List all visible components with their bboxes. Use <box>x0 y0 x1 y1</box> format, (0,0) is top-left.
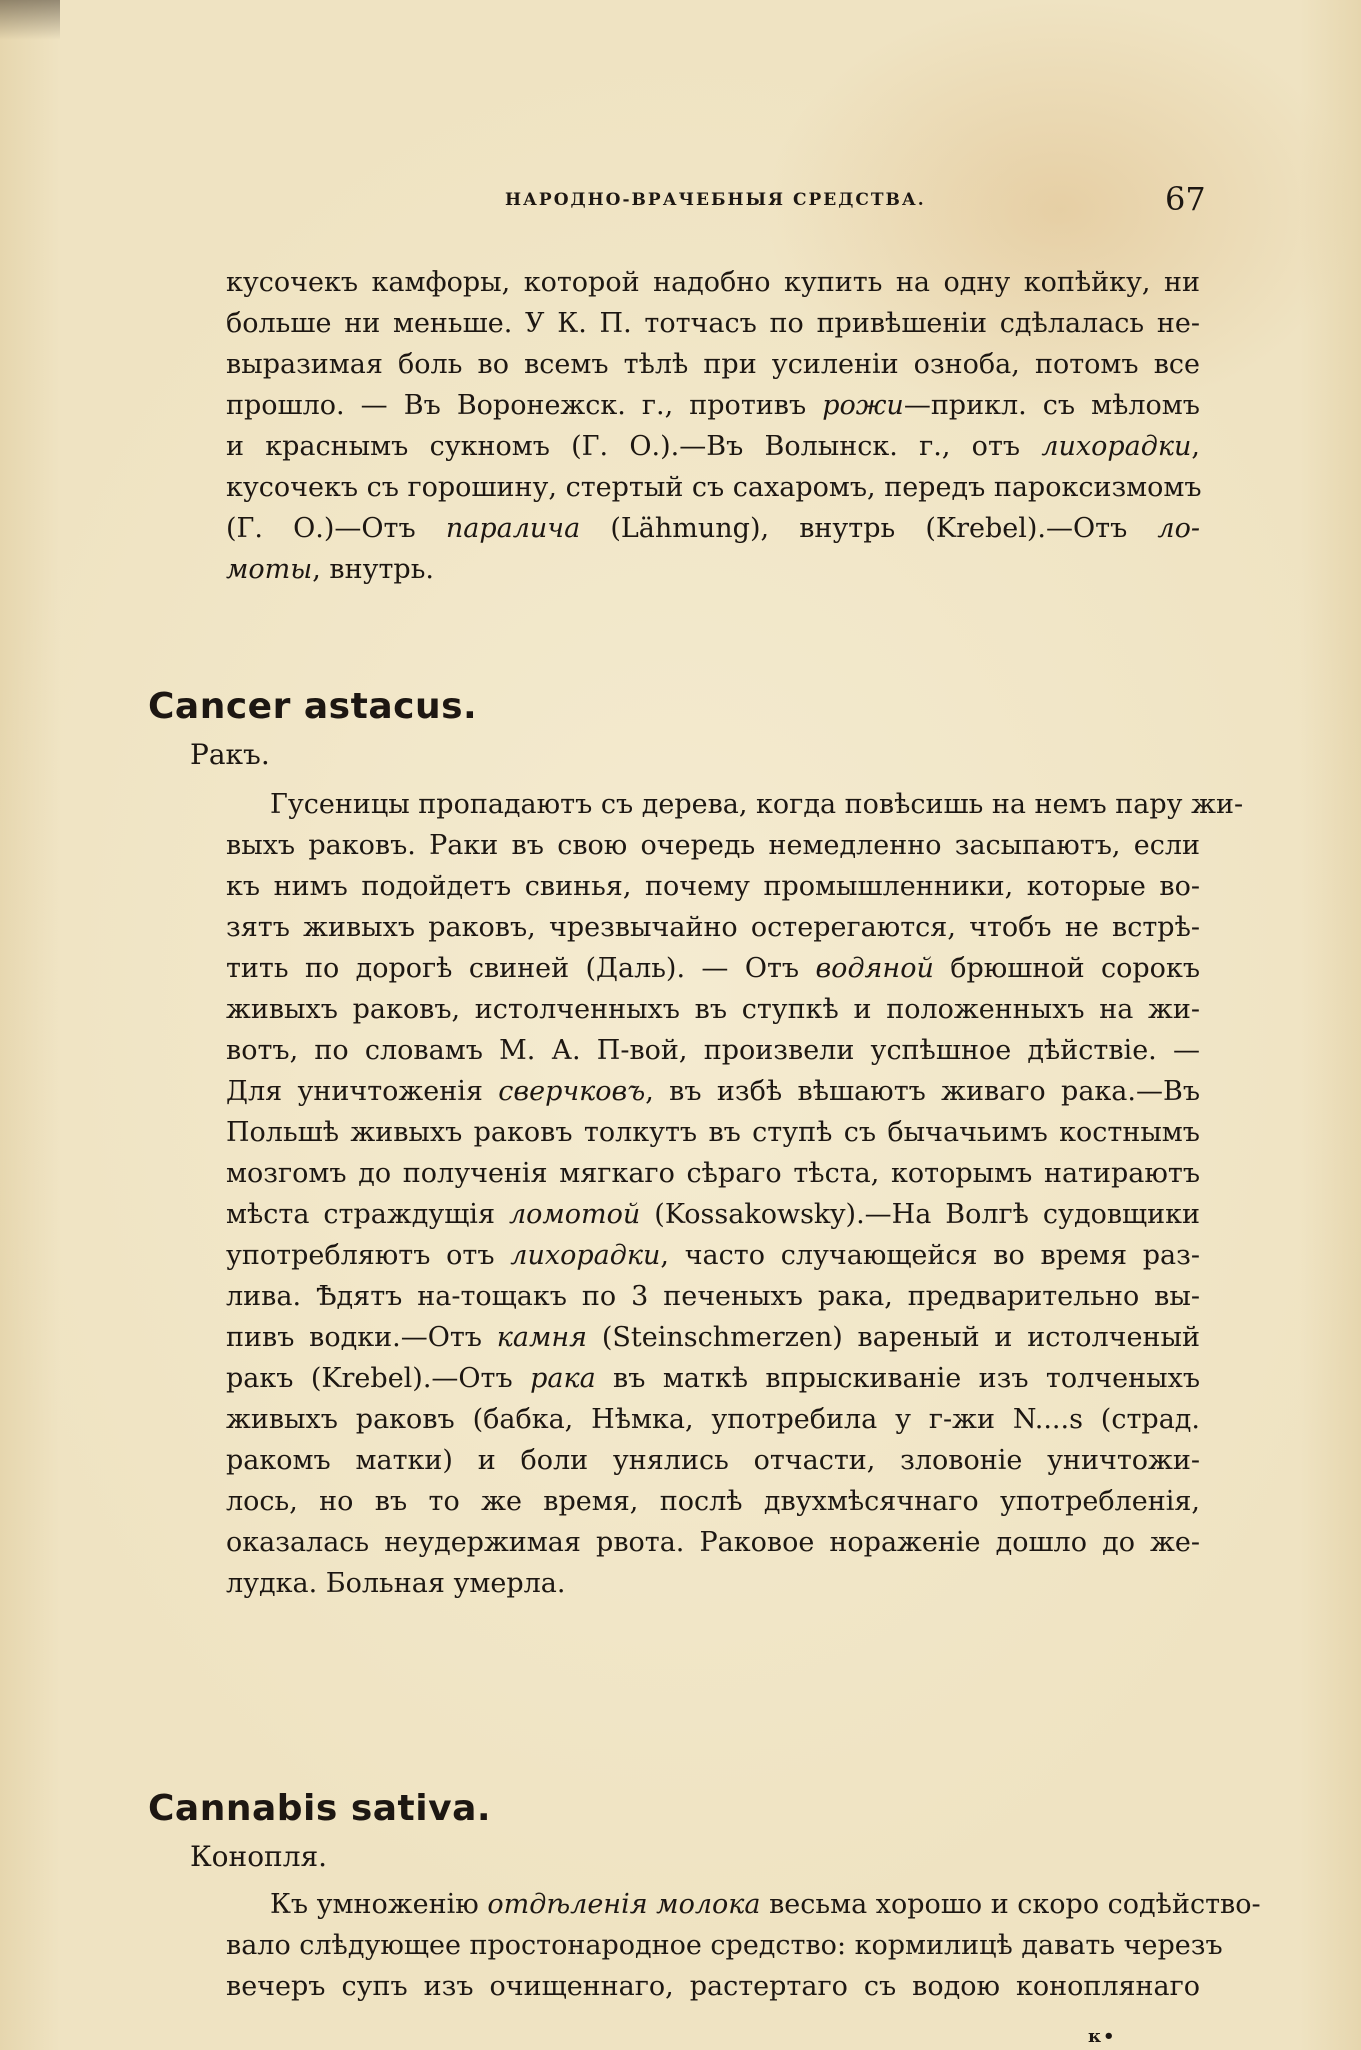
text-line: вало слѣдующее простонародное средство: кормилицѣ давать черезъ <box>226 1930 1223 1961</box>
entry-subtitle-cancer: Ракъ. <box>190 738 270 771</box>
scan-corner-shadow <box>0 0 60 40</box>
intro-paragraph <box>226 262 1200 590</box>
text-line: ракъ (Krebel).—Отъ рака въ маткѣ впрыскиваніе изъ толченыхъ <box>226 1363 1200 1394</box>
text-line: живыхъ раковъ, истолченныхъ въ ступкѣ и положенныхъ на жи- <box>226 994 1200 1025</box>
text-line: моты, внутрь. <box>226 554 434 585</box>
text-line: ракомъ матки) и боли унялись отчасти, зловоніе уничтожи- <box>226 1445 1200 1476</box>
cancer-paragraph <box>226 784 1244 1604</box>
page-number: 67 <box>1165 180 1206 218</box>
text-line: выхъ раковъ. Раки въ свою очередь немедленно засыпаютъ, если <box>226 830 1200 861</box>
text-line: тить по дорогѣ свиней (Даль). — Отъ водяной брюшной сорокъ <box>226 953 1200 984</box>
text-line: лось, но въ то же время, послѣ двухмѣсячнаго употребленія, <box>226 1486 1200 1517</box>
text-line: вечеръ супъ изъ очищеннаго, растертаго съ водою коноплянаго <box>226 1971 1200 2002</box>
running-title: НАРОДНО-ВРАЧЕБНЫЯ СРЕДСТВА. <box>505 190 926 210</box>
text-line: мѣста страждущія ломотой (Kossakowsky).—На Волгѣ судовщики <box>226 1199 1200 1230</box>
text-line: мозгомъ до полученія мягкаго сѣраго тѣста, которымъ натираютъ <box>226 1158 1200 1189</box>
text-line: вотъ, по словамъ М. А. П-вой, произвели успѣшное дѣйствіе. — <box>226 1035 1200 1066</box>
text-line: Для уничтоженія сверчковъ, въ избѣ вѣшаютъ живаго рака.—Въ <box>226 1076 1200 1107</box>
text-line: выразимая боль во всемъ тѣлѣ при усиленіи озноба, потомъ все <box>226 349 1200 380</box>
text-line: лудка. Больная умерла. <box>226 1568 566 1599</box>
signature-mark: к• <box>1088 2026 1117 2047</box>
cannabis-paragraph <box>226 1884 1261 2007</box>
text-line: лива. Ѣдятъ на-тощакъ по 3 печеныхъ рака, предварительно вы- <box>226 1281 1200 1312</box>
entry-title-cannabis: Cannabis sativa. <box>148 1788 492 1829</box>
text-line: Къ умноженію отдѣленія молока весьма хорошо и скоро содѣйство- <box>270 1889 1261 1920</box>
text-line: (Г. О.)—Отъ паралича (Lähmung), внутрь (Krebel).—Отъ ло- <box>226 513 1200 544</box>
text-line: прошло. — Въ Воронежск. г., противъ рожи—прикл. съ мѣломъ <box>226 390 1200 421</box>
text-line: и краснымъ сукномъ (Г. О.).—Въ Волынск. г., отъ лихорадки, <box>226 431 1200 462</box>
text-line: кусочекъ камфоры, которой надобно купить на одну копѣйку, ни <box>226 267 1200 298</box>
text-line: кусочекъ съ горошину, стертый съ сахаромъ, передъ пароксизмомъ <box>226 472 1202 503</box>
text-line: оказалась неудержимая рвота. Раковое нораженіе дошло до же- <box>226 1527 1200 1558</box>
text-line: больше ни меньше. У К. П. тотчасъ по привѣшеніи сдѣлалась не- <box>226 308 1200 339</box>
text-line: къ нимъ подойдетъ свинья, почему промышленники, которые во- <box>226 871 1200 902</box>
entry-subtitle-cannabis: Конопля. <box>190 1840 328 1873</box>
text-line: пивъ водки.—Отъ камня (Steinschmerzen) вареный и истолченый <box>226 1322 1200 1353</box>
text-line: Гусеницы пропадаютъ съ дерева, когда повѣсишь на немъ пару жи- <box>270 789 1244 820</box>
text-line: употребляютъ отъ лихорадки, часто случающейся во время раз- <box>226 1240 1200 1271</box>
text-line: живыхъ раковъ (бабка, Нѣмка, употребила у г-жи N....s (страд. <box>226 1404 1200 1435</box>
text-line: Польшѣ живыхъ раковъ толкутъ въ ступѣ съ бычачьимъ костнымъ <box>226 1117 1200 1148</box>
text-line: зятъ живыхъ раковъ, чрезвычайно остерегаются, чтобъ не встрѣ- <box>226 912 1200 943</box>
entry-title-cancer: Cancer astacus. <box>148 686 478 727</box>
